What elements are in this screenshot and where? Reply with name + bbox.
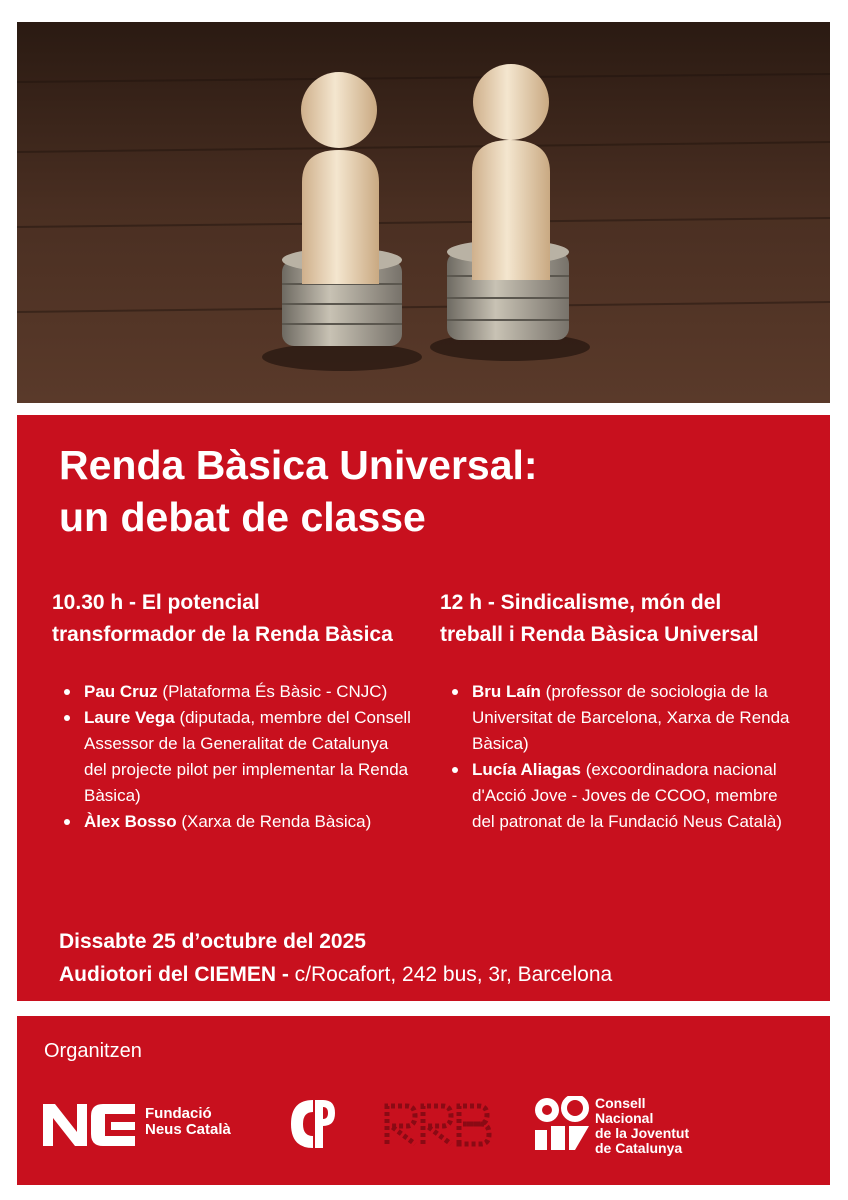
speaker-name: Àlex Bosso	[84, 812, 177, 831]
event-title	[59, 439, 538, 543]
event-title-line2: un debat de classe	[59, 494, 426, 540]
event-date: Dissabte 25 d’octubre del 2025	[59, 930, 366, 953]
event-venue	[59, 958, 612, 991]
nc-mark-icon	[41, 1098, 137, 1148]
fundacio-neus-catala-text: Fundació Neus Català	[145, 1105, 231, 1138]
speaker-detail: (professor de sociologia de la Universitat de Barcelona, Xarxa de Renda Bàsica)	[472, 682, 790, 753]
speaker-name: Bru Laín	[472, 682, 541, 701]
speaker-item	[52, 705, 412, 809]
session-1-heading: 10.30 h - El potencial transformador de la Renda Bàsica	[52, 591, 393, 646]
hero-photo	[17, 22, 830, 403]
wooden-figures-on-coins-image	[17, 22, 830, 403]
event-title-line1: Renda Bàsica Universal:	[59, 442, 538, 488]
speaker-item	[440, 679, 800, 757]
speaker-detail: (Xarxa de Renda Bàsica)	[176, 812, 372, 831]
cnjc-text: Consell Nacional de la Joventut de Catalunya	[595, 1095, 690, 1156]
cnjc-logo	[531, 1095, 690, 1156]
session-1	[52, 587, 412, 835]
speaker-detail: (Plataforma És Bàsic - CNJC)	[157, 682, 388, 701]
speaker-item	[440, 757, 800, 835]
event-info	[59, 925, 612, 991]
speaker-name: Pau Cruz	[84, 682, 158, 701]
session-1-speakers	[52, 679, 412, 835]
organizers-footer	[17, 1016, 830, 1185]
speaker-detail: (excoordinadora nacional d'Acció Jove - Joves de CCOO, membre del patronat de la Fundació Neus Català)	[472, 760, 782, 831]
session-2	[440, 587, 800, 835]
speaker-name: Lucía Aliagas	[472, 760, 581, 779]
cnjc-mark-icon	[531, 1096, 591, 1154]
speaker-item	[52, 679, 412, 705]
organizers-title: Organitzen	[44, 1040, 142, 1062]
venue-name: Audiotori del CIEMEN -	[59, 963, 289, 986]
speaker-item	[52, 809, 412, 835]
venue-address: c/Rocafort, 242 bus, 3r, Barcelona	[288, 963, 613, 986]
event-panel	[17, 415, 830, 1001]
organization-logo-cp	[285, 1096, 341, 1152]
speaker-detail: (diputada, membre del Consell Assessor de la Generalitat de Catalunya del projecte pilot per implementar la Renda Bàsica)	[84, 708, 411, 805]
cp-mark-icon	[285, 1096, 341, 1152]
session-2-heading: 12 h - Sindicalisme, món del treball i Renda Bàsica Universal	[440, 591, 759, 646]
speaker-name: Laure Vega	[84, 708, 175, 727]
xarxa-renda-basica-logo	[383, 1100, 493, 1148]
session-2-speakers	[440, 679, 800, 835]
rrb-pixel-logo-icon	[383, 1100, 493, 1148]
fundacio-neus-catala-logo	[41, 1098, 231, 1148]
